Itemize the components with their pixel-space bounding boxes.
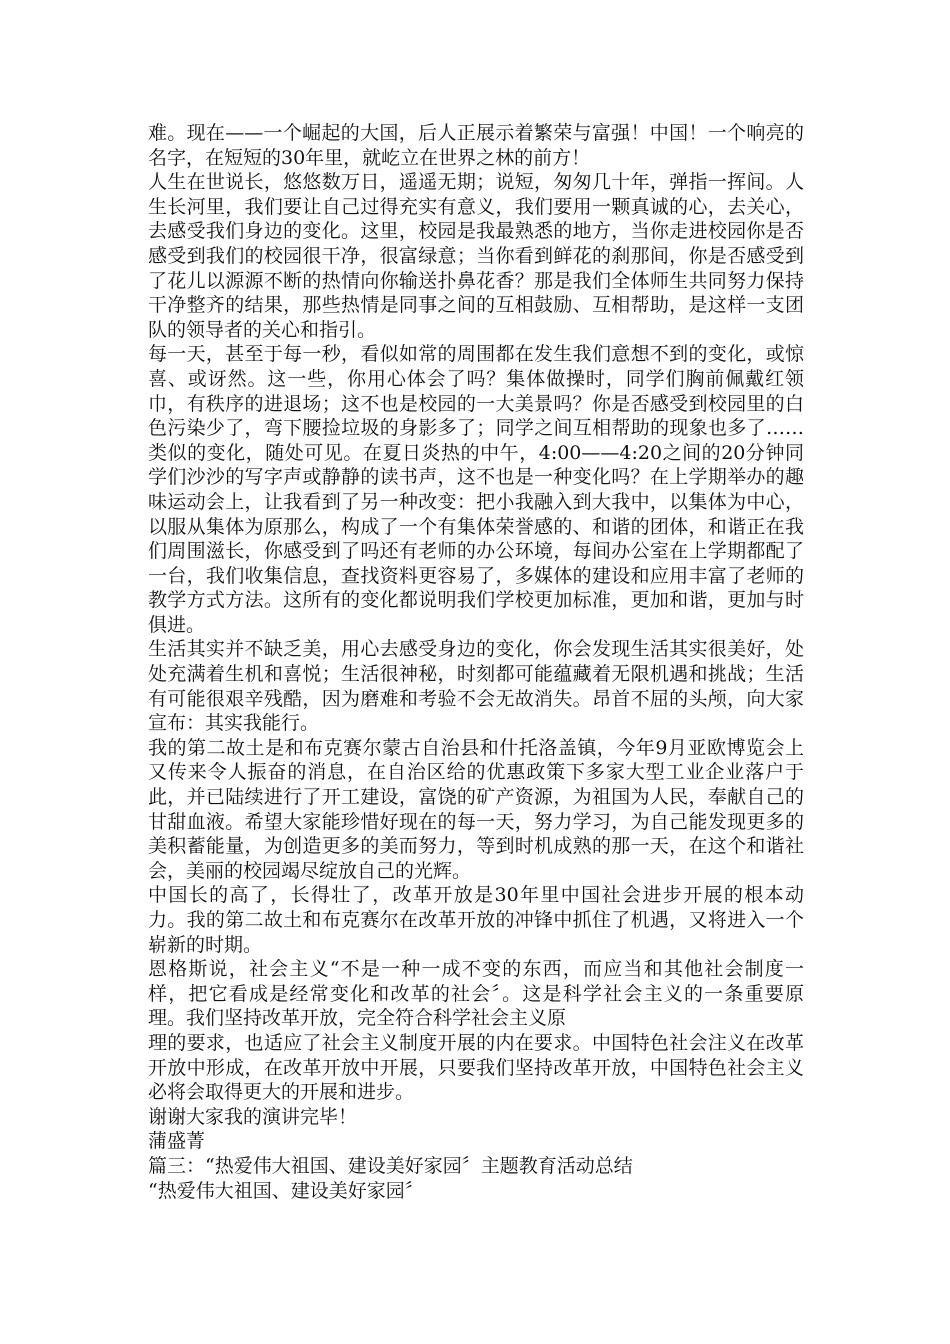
text-line: 生活其实并不缺乏美，用心去感受身边的变化，你会发现生活其实很美好，处	[148, 638, 804, 661]
text-line: 力。我的第二故土和布克赛尔在改革开放的冲锋中抓住了机遇，又将进入一个	[148, 909, 804, 931]
text-line: 名字，在短短的30年里，就屹立在世界之林的前方！	[148, 146, 591, 169]
text-line: 队的领导者的关心和指引。	[148, 318, 377, 341]
text-line: 开放中形成，在改革开放中开展，只要我们坚持改革开放，中国特色社会主义	[148, 1056, 804, 1079]
text-line: 谢谢大家我的演讲完毕！	[148, 1105, 358, 1128]
text-line: “热爱伟大祖国、建设美好家园〞	[148, 1179, 424, 1202]
text-line: 每一天，甚至于每一秒，看似如常的周围都在发生我们意想不到的变化，或惊	[148, 343, 804, 366]
text-line: 一台，我们收集信息，查找资料更容易了，多媒体的建设和应用丰富了老师的	[148, 564, 804, 587]
text-line: 了花儿以源源不断的热情向你输送扑鼻花香？那是我们全体师生共同努力保持	[148, 269, 804, 292]
text-line: 类似的变化，随处可见。在夏日炎热的中午，4:00——4:20之间的20分钟同	[148, 441, 804, 464]
text-line: 理的要求，也适应了社会主义制度开展的内在要求。中国特色社会注义在改革	[148, 1031, 804, 1054]
text-line: 美积蓄能量，为创造更多的美而努力，等到时机成熟的那一天，在这个和谐社	[148, 835, 804, 858]
text-line: 们周围滋长，你感受到了吗还有老师的办公环境，每间办公室在上学期都配了	[148, 540, 804, 563]
text-line: 俱进。	[148, 613, 206, 636]
text-line: 我的第二故土是和布克赛尔蒙古自治县和什托洛盖镇，今年9月亚欧博览会上	[148, 736, 804, 759]
text-line: 生长河里，我们要让自己过得充实有意义，我们要用一颗真诚的心，去关心，	[148, 195, 804, 218]
text-line: 去感受我们身边的变化。这里，校园是我最熟悉的地方，当你走进校园你是否	[148, 220, 804, 243]
text-line: 以服从集体为原那么，构成了一个有集体荣誉感的、和谐的团体，和谐正在我	[148, 515, 804, 538]
text-line: 色污染少了，弯下腰捡垃圾的身影多了；同学之间互相帮助的现象也多了……	[148, 417, 804, 440]
text-line: 感受到我们的校园很干净，很富绿意；当你看到鲜花的刹那间，你是否感受到	[148, 244, 804, 267]
text-line: 巾，有秩序的进退场；这不也是校园的一大美景吗？你是否感受到校园里的白	[148, 392, 804, 415]
text-line: 甘甜血液。希望大家能珍惜好现在的每一天，努力学习，为自己能发现更多的	[148, 810, 804, 833]
text-line: 有可能很艰辛残酷，因为磨难和考验不会无故消失。昂首不屈的头颅，向大家	[148, 687, 804, 710]
text-line: 篇三：“热爱伟大祖国、建设美好家园〞主题教育活动总结	[148, 1154, 633, 1177]
text-line: 崭新的时期。	[148, 933, 263, 956]
text-line: 人生在世说长，悠悠数万日，遥遥无期；说短，匆匆几十年，弹指一挥间。人	[148, 171, 804, 194]
text-line: 会，美丽的校园竭尽绽放自己的光辉。	[148, 859, 472, 882]
text-line: 此，并已陆续进行了开工建设，富饶的矿产资源，为祖国为人民，奉献自己的	[148, 786, 804, 809]
text-line: 学们沙沙的写字声或静静的读书声，这不也是一种变化吗？在上学期举办的趣	[148, 466, 804, 489]
document-body	[148, 121, 804, 1203]
text-line: 中国长的高了，长得壮了，改革开放是30年里中国社会进步开展的根本动	[148, 884, 804, 907]
text-line: 又传来令人振奋的消息，在自治区给的优惠政策下多家大型工业企业落户于	[148, 761, 804, 784]
text-line: 样，把它看成是经常变化和改革的社会〞。这是科学社会主义的一条重要原	[148, 982, 804, 1005]
text-line: 喜、或讶然。这一些，你用心体会了吗？集体做操时，同学们胸前佩戴红领	[148, 367, 804, 390]
text-line: 恩格斯说，社会主义“不是一种一成不变的东西，而应当和其他社会制度一	[148, 958, 804, 981]
text-line: 宣布：其实我能行。	[148, 712, 320, 735]
text-line: 理。我们坚持改革开放，完全符合科学社会主义原	[148, 1007, 567, 1030]
text-line: 处充满着生机和喜悦；生活很神秘，时刻都可能蕴藏着无限机遇和挑战；生活	[148, 663, 804, 686]
text-line: 必将会取得更大的开展和进步。	[148, 1081, 415, 1104]
text-line: 蒲盛菁	[148, 1130, 206, 1153]
text-line: 干净整齐的结果，那些热情是同事之间的互相鼓励、互相帮助，是这样一支团	[148, 294, 804, 317]
text-line: 难。现在——一个崛起的大国，后人正展示着繁荣与富强！中国！一个响亮的	[148, 122, 804, 144]
text-line: 味运动会上，让我看到了另一种改变：把小我融入到大我中，以集体为中心，	[148, 490, 804, 513]
text-line: 教学方式方法。这所有的变化都说明我们学校更加标准，更加和谐，更加与时	[148, 589, 804, 612]
